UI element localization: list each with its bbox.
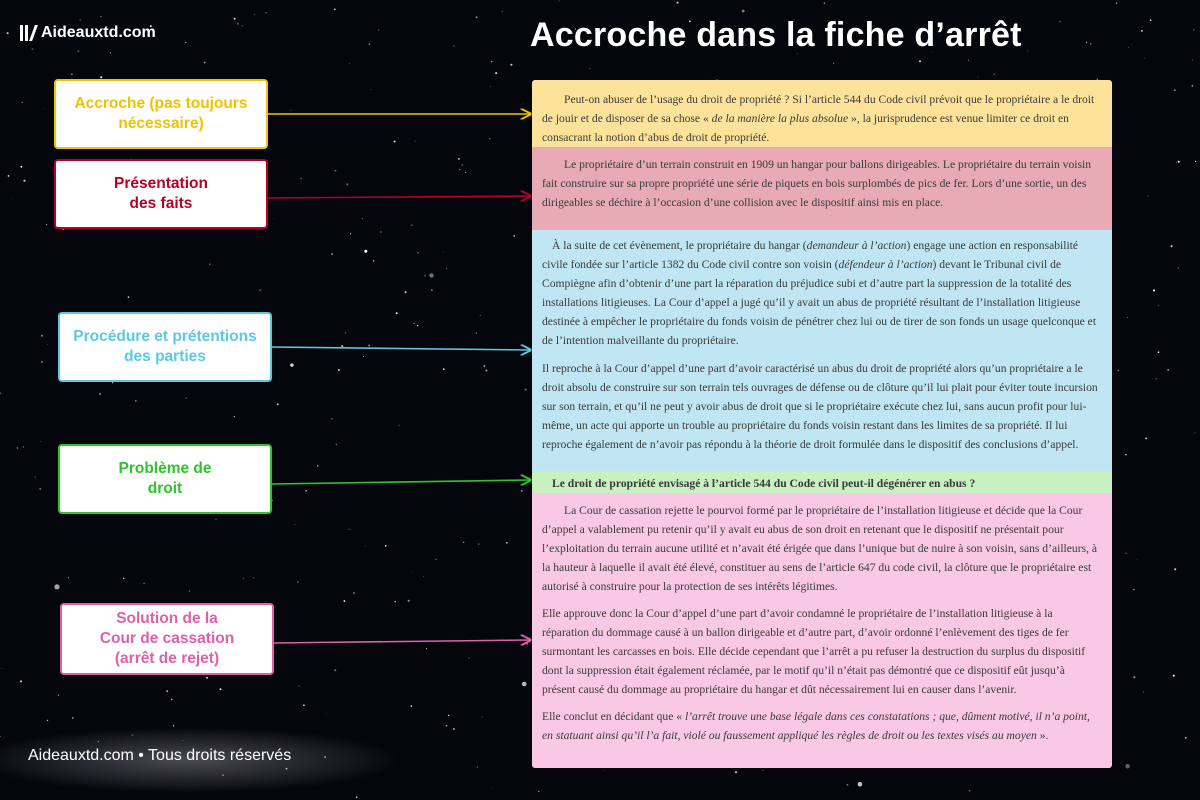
solution-paragraph-2: Elle approuve donc la Cour d’appel d’une part d’avoir condamné le propriétaire de l’installation litigieuse à la réparation du dommage causé à un ballon dirigeable et d’autre part, d’avoir ordonné l’enlèvement des tiges de fer surmontant les carcasses en bois. Elle décide cependant que l’arrêt a pu refuser la destruction du surplus du dispositif dont la suppression était également réclamée, par le motif qu’il n’était pas démontré que ce dispositif eût jusqu’à présent causé du dommage au propriétaire du hangar et dût nécessairement lui en causer dans l’avenir. [542, 607, 1086, 696]
star [1171, 245, 1173, 247]
star [735, 771, 737, 773]
star [39, 488, 41, 490]
star [1127, 317, 1128, 318]
star [481, 717, 482, 718]
star [341, 345, 343, 347]
star [334, 669, 336, 671]
star [41, 335, 43, 337]
star [480, 315, 481, 316]
faits-paragraph: Le propriétaire d’un terrain construit en 1909 un hangar pour ballons dirigeables. Le propriétaire du terrain voisin fait construire sur sa propre propriété une série de piquets en bois surplombés de pics de fer. Lors d’une sortie, un des dirigeables se déchire à l’occasion d’une collision avec le dispositif ainsi mis en place. [542, 158, 1092, 209]
star [20, 166, 22, 168]
star [1167, 369, 1169, 371]
star [32, 48, 34, 50]
star [423, 576, 424, 577]
star [185, 42, 186, 43]
star [185, 397, 186, 398]
star [1178, 267, 1179, 268]
star [99, 393, 101, 395]
books-icon [20, 25, 35, 41]
star [273, 218, 274, 219]
star [1120, 763, 1121, 764]
star [676, 2, 678, 4]
star [100, 16, 101, 17]
star [12, 198, 13, 199]
star [242, 25, 243, 26]
star [1185, 737, 1187, 739]
star [1174, 89, 1176, 91]
star [483, 365, 485, 367]
star [128, 296, 130, 298]
star [824, 3, 825, 4]
star [305, 490, 306, 491]
star [559, 1, 560, 2]
star [435, 559, 436, 560]
star [1145, 437, 1147, 439]
star [209, 264, 210, 265]
star [833, 63, 834, 64]
star [399, 425, 400, 426]
star [331, 418, 333, 420]
star [521, 490, 523, 492]
star [46, 224, 47, 225]
star [23, 446, 24, 447]
page-title: Accroche dans la fiche d’arrêt [530, 16, 1022, 54]
star [331, 253, 332, 254]
star [424, 275, 426, 277]
star [489, 138, 490, 139]
star [1141, 30, 1143, 32]
label-accroche-text: Accroche (pas toujours nécessaire) [74, 95, 248, 132]
star [1125, 552, 1126, 553]
star [443, 368, 445, 370]
star [674, 5, 675, 6]
star [919, 60, 921, 62]
star [348, 529, 350, 531]
star [44, 108, 45, 109]
star [411, 225, 412, 226]
star [1133, 589, 1135, 591]
label-solution [60, 603, 274, 675]
star [380, 231, 381, 232]
star [858, 782, 863, 787]
star [253, 577, 254, 578]
accroche-paragraph: Peut-on abuser de l’usage du droit de propriété ? Si l’article 544 du Code civil prévoit que le propriétaire a le droit de jouir et de disposer de sa chose « de la manière la plus absolue », la jurisprudence est venue limiter ce droit en consacrant la notion d’abus de droit de propriété. [542, 93, 1095, 144]
star [143, 583, 145, 585]
star [446, 268, 447, 269]
star [462, 164, 463, 165]
label-procedure [58, 312, 272, 382]
star [417, 252, 418, 253]
star [417, 325, 418, 326]
star [365, 546, 366, 547]
star [1143, 692, 1144, 693]
star [20, 680, 22, 682]
star [468, 657, 469, 658]
star [298, 685, 299, 686]
star [1173, 675, 1175, 677]
star [476, 333, 477, 334]
label-probleme [58, 444, 272, 514]
star [291, 110, 292, 111]
star [166, 690, 168, 692]
probleme-question: Le droit de propriété envisagé à l’article 544 du Code civil peut-il dégénérer en abus ? [552, 477, 976, 490]
star [502, 11, 503, 12]
star [413, 572, 414, 573]
star [1153, 289, 1155, 291]
star [485, 369, 487, 371]
star [265, 12, 266, 13]
star [353, 592, 354, 593]
star [378, 29, 379, 30]
star [71, 73, 73, 75]
star [277, 403, 279, 405]
section-faits [532, 147, 1112, 230]
star [346, 183, 348, 185]
star [1174, 568, 1176, 570]
star [448, 715, 449, 716]
star [994, 74, 995, 75]
footer-text: Aideauxtd.com • Tous droits réservés [28, 747, 292, 764]
star [2, 668, 3, 669]
star [338, 369, 340, 371]
star [350, 233, 351, 234]
star [1118, 370, 1119, 371]
star [364, 250, 367, 253]
star [35, 477, 36, 478]
star [492, 788, 493, 789]
star [459, 169, 460, 170]
star [1176, 162, 1177, 163]
star [1116, 2, 1118, 4]
star [1191, 85, 1193, 87]
star [54, 584, 59, 589]
star [349, 63, 350, 64]
star [538, 791, 539, 792]
star [237, 23, 239, 25]
star [414, 323, 415, 324]
star [482, 726, 483, 727]
star [0, 392, 1, 394]
star [23, 180, 25, 182]
star [290, 363, 293, 366]
star [234, 18, 236, 20]
star [431, 289, 433, 291]
star [1136, 560, 1137, 561]
star [1158, 351, 1160, 353]
star [415, 141, 416, 142]
section-probleme [532, 471, 1112, 493]
star [969, 790, 971, 792]
star [206, 677, 208, 679]
procedure-paragraph-2: Il reproche à la Cour d’appel d’une part d’avoir caractérisé un abus du droit de propriété alors qu’un propriétaire a le droit absolu de construire sur son terrain tels ouvrages de défense ou de clôture qu’il lui plait pour éviter toute incursion sur son terrain, et qu’il ne peut y avoir abus de droit que si le propriétaire exécute chez lui, sans aucun profit pour lui-même, un acte qui apporte un trouble au propriétaire du fonds voisin restant dans les limites de sa propriété. Il lui reproche également de n’avoir pas répondu à la théorie de droit formulée dans le dispositif des conclusions d’appel. [542, 362, 1098, 451]
star [110, 52, 111, 53]
star [68, 577, 69, 578]
brand-name: Aideauxtd.com [41, 24, 156, 41]
star [443, 252, 444, 253]
star [335, 170, 337, 172]
star [343, 600, 345, 602]
star [300, 178, 302, 180]
star [1178, 161, 1180, 163]
star [1194, 432, 1195, 433]
star [1148, 196, 1149, 197]
star [47, 344, 48, 345]
star [513, 235, 515, 237]
label-faits-text: Présentation des faits [114, 175, 208, 212]
star [506, 542, 508, 544]
star [408, 600, 410, 602]
label-procedure-text: Procédure et prétentions des parties [73, 328, 257, 365]
star [373, 260, 375, 262]
star [978, 77, 979, 78]
star [394, 140, 396, 142]
star [369, 43, 371, 45]
star [1125, 454, 1127, 456]
label-accroche [54, 79, 268, 149]
star [123, 578, 124, 579]
label-faits [54, 159, 268, 229]
star [476, 16, 478, 18]
star [1195, 161, 1196, 162]
star [189, 590, 190, 591]
star [297, 581, 298, 582]
star [17, 447, 18, 448]
star [234, 416, 235, 417]
star [295, 524, 296, 525]
star [490, 86, 491, 87]
star [303, 704, 305, 706]
star [510, 64, 512, 66]
star [371, 89, 372, 90]
star [77, 50, 79, 52]
star [463, 542, 465, 544]
star [525, 389, 527, 391]
star [243, 578, 244, 579]
star [968, 60, 969, 61]
star [477, 767, 478, 768]
brand-logo [20, 22, 156, 44]
star [1150, 19, 1152, 21]
star [458, 158, 460, 160]
star [385, 545, 387, 547]
star [1156, 378, 1157, 379]
label-probleme-text: Problème de droit [118, 460, 212, 497]
star [523, 104, 524, 105]
star [259, 289, 261, 291]
star [326, 714, 327, 715]
star [1158, 305, 1159, 306]
star [80, 20, 81, 21]
star [396, 312, 398, 314]
star [112, 382, 113, 383]
footer-copyright [0, 720, 470, 800]
star [522, 682, 527, 687]
star [763, 770, 764, 771]
star [8, 175, 10, 177]
star [742, 10, 745, 13]
star [345, 332, 346, 333]
star [58, 695, 59, 696]
star [336, 444, 337, 445]
star [478, 543, 479, 544]
label-solution-text: Solution de la Cour de cassation (arrêt de rejet) [99, 610, 235, 667]
star [40, 441, 41, 442]
star [603, 770, 604, 771]
star [491, 61, 492, 62]
star [1192, 60, 1193, 61]
star [394, 601, 395, 602]
star [41, 361, 43, 363]
section-accroche [532, 80, 1112, 147]
star [465, 172, 466, 173]
star [220, 688, 222, 690]
star [1125, 764, 1129, 768]
star [426, 648, 427, 649]
star [453, 45, 454, 46]
star [405, 291, 407, 293]
star [847, 784, 849, 786]
star [334, 8, 336, 10]
section-procedure [532, 230, 1112, 471]
section-solution [532, 493, 1112, 768]
star [410, 705, 412, 707]
star [429, 273, 433, 277]
star [1193, 29, 1194, 30]
star [317, 465, 319, 467]
star [215, 519, 216, 520]
star [72, 717, 73, 718]
star [254, 14, 255, 15]
solution-paragraph-3: Elle conclut en décidant que « l’arrêt trouve une base légale dans ces constatations ; que, dûment motivé, il n’a point, en statuant ainsi qu’il l’a fait, violé ou faussement appliqué les règles de droit ou les textes visés au moyen ». [542, 710, 1090, 742]
procedure-paragraph-1: À la suite de cet évènement, le propriétaire du hangar (demandeur à l’action) engage une action en responsabilité civile fondée sur l’article 1382 du Code civil contre son voisin (défendeur à l’action) devant le Tribunal civil de Compiègne afin d’obtenir d’une part la réparation du préjudice subi et d’autre part la suppression de la totalité des installations litigieuses. La Cour d’appel a jugé qu’il y avait un abus de propriété résultant de l’installation litigieuse destinée à empêcher le propriétaire du fonds voisin de pénétrer chez lui ou de tirer de son fonds un usage quelconque et de l’intention malveillante du propriétaire. [542, 239, 1097, 347]
star [368, 344, 370, 346]
star [204, 62, 206, 64]
star [135, 400, 137, 402]
star [22, 102, 24, 104]
solution-paragraph-1: La Cour de cassation rejette le pourvoi formé par le propriétaire de l’installation litigieuse et décide que la Cour d’appel a valablement pu retenir qu’il y avait eu abus de son droit en retenant que le dispositif ne présentait pour l’exploitation du terrain aucune utilité et n’avait été érigée que dans l’unique but de nuire à son voisin, sans d’ailleurs, à la hauteur à laquelle il avait été élevé, constituer au sens de l’article 647 du code civil, la clôture que le propriétaire est autorisé à construire pour la protection de ses intérêts légitimes. [542, 504, 1098, 593]
star [495, 72, 497, 74]
star [1133, 676, 1135, 678]
star [526, 643, 527, 644]
star [1144, 58, 1145, 59]
star [362, 218, 363, 219]
star [7, 32, 9, 34]
star [589, 68, 590, 69]
star [363, 356, 364, 357]
star [171, 699, 172, 700]
